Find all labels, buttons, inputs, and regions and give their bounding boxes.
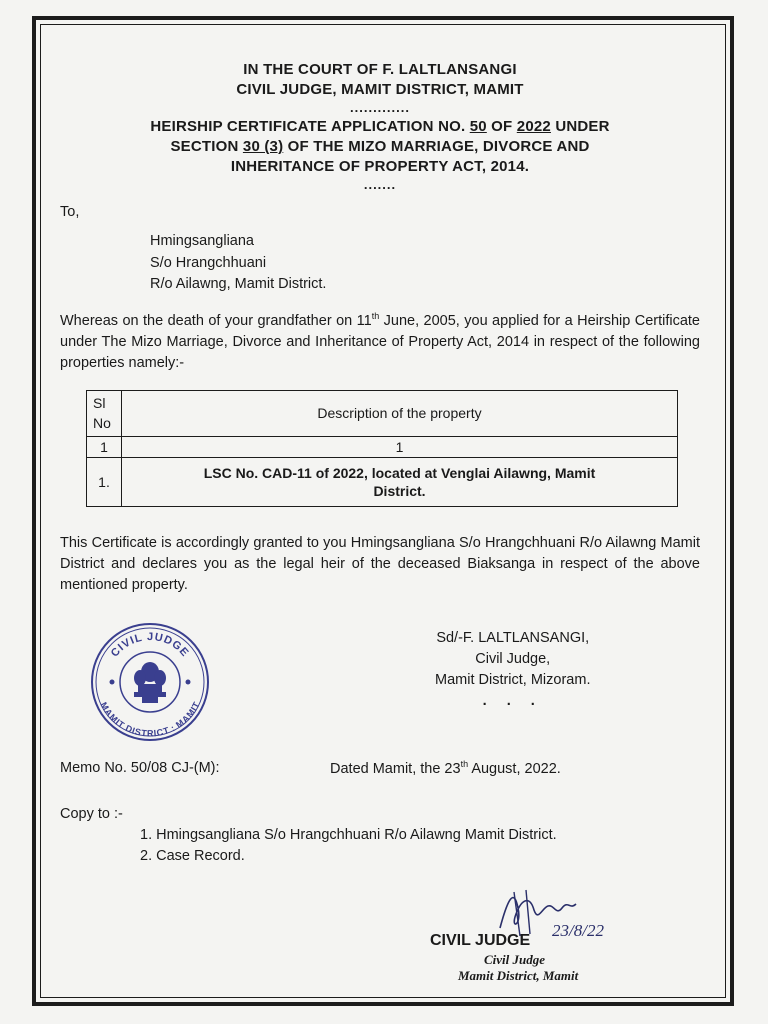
index-cell-2: 1 xyxy=(122,436,678,457)
application-heading xyxy=(60,117,700,178)
court-seal xyxy=(88,620,212,744)
section-line: SECTION 30 (3) OF THE MIZO MARRIAGE, DIVORCE AND xyxy=(170,138,590,156)
court-office: CIVIL JUDGE, MAMIT DISTRICT, MAMIT xyxy=(236,81,524,99)
application-number: 50 xyxy=(469,117,487,135)
section-number: 30 (3) xyxy=(242,138,284,156)
description-header: Description of the property xyxy=(122,390,678,436)
signatory-district: Mamit District, Mizoram. xyxy=(435,672,591,689)
svg-text:CIVIL JUDGE: CIVIL JUDGE xyxy=(108,631,192,660)
property-description: LSC No. CAD-11 of 2022, located at Venglai Ailawng, Mamit District. xyxy=(122,457,678,506)
grant-paragraph: This Certificate is accordingly granted to you Hmingsangliana S/o Hrangchhuani R/o Ailawng Mamit District and declares you as the legal heir of the deceased Biaksanga in respect of the above mentioned property. xyxy=(60,535,700,594)
whereas-paragraph: Whereas on the death of your grandfather on 11th June, 2005, you applied for a Heirship Certificate under The Mizo Marriage, Divorce and Inheritance of Property Act, 2014 in respect of the following properties namely:- xyxy=(60,311,700,371)
memo-number: Memo No. 50/08 CJ-(M): xyxy=(60,760,220,777)
court-name: IN THE COURT OF F. LALTLANSANGI xyxy=(243,61,517,78)
stamp-line-2: Mamit District, Mamit xyxy=(458,968,579,983)
to-label: To, xyxy=(60,203,80,220)
application-year: 2022 xyxy=(516,117,551,135)
separator-dots: ............. xyxy=(350,99,410,115)
property-table xyxy=(86,390,678,507)
copy-to-list xyxy=(140,825,700,867)
signatory-dots: . . . xyxy=(482,693,543,710)
signatory-title: Civil Judge, xyxy=(475,651,551,668)
addressee-parent: S/o Hrangchhuani xyxy=(150,254,267,271)
application-line: HEIRSHIP CERTIFICATE APPLICATION NO. 50 OF 2022 UNDER xyxy=(150,117,610,135)
index-cell-1: 1 xyxy=(87,436,122,457)
memo-date: Dated Mamit, the 23th August, 2022. xyxy=(330,759,561,778)
signatory-block xyxy=(435,628,590,712)
memo-line xyxy=(60,758,700,780)
addressee-name: Hmingsangliana xyxy=(150,232,254,249)
addressee-residence: R/o Ailawng, Mamit District. xyxy=(150,276,327,293)
addressee-block xyxy=(150,231,700,296)
list-item: 1. Hmingsangliana S/o Hrangchhuani R/o Ailawng Mamit District. xyxy=(140,827,557,844)
document-content xyxy=(60,60,700,867)
signature-block xyxy=(390,868,690,988)
list-item: 2. Case Record. xyxy=(140,848,245,865)
stamp-line-1: Civil Judge xyxy=(484,952,546,967)
table-header-row xyxy=(87,390,678,436)
act-line: INHERITANCE OF PROPERTY ACT, 2014. xyxy=(230,158,530,176)
sl-no-header: Sl No xyxy=(87,390,122,436)
signatory-name: Sd/-F. LALTLANSANGI, xyxy=(436,630,590,647)
row-number: 1. xyxy=(87,457,122,506)
copy-to-label: Copy to :- xyxy=(60,806,123,823)
seal-signatory-area xyxy=(60,614,700,744)
svg-text:MAMIT DISTRICT : MAMIT: MAMIT DISTRICT : MAMIT xyxy=(98,700,202,739)
court-heading xyxy=(60,60,700,101)
table-row xyxy=(87,457,678,506)
svg-text:23/8/22: 23/8/22 xyxy=(552,921,604,940)
table-index-row xyxy=(87,436,678,457)
separator-dots-2: ....... xyxy=(363,176,397,192)
signature-title: CIVIL JUDGE xyxy=(430,932,531,949)
